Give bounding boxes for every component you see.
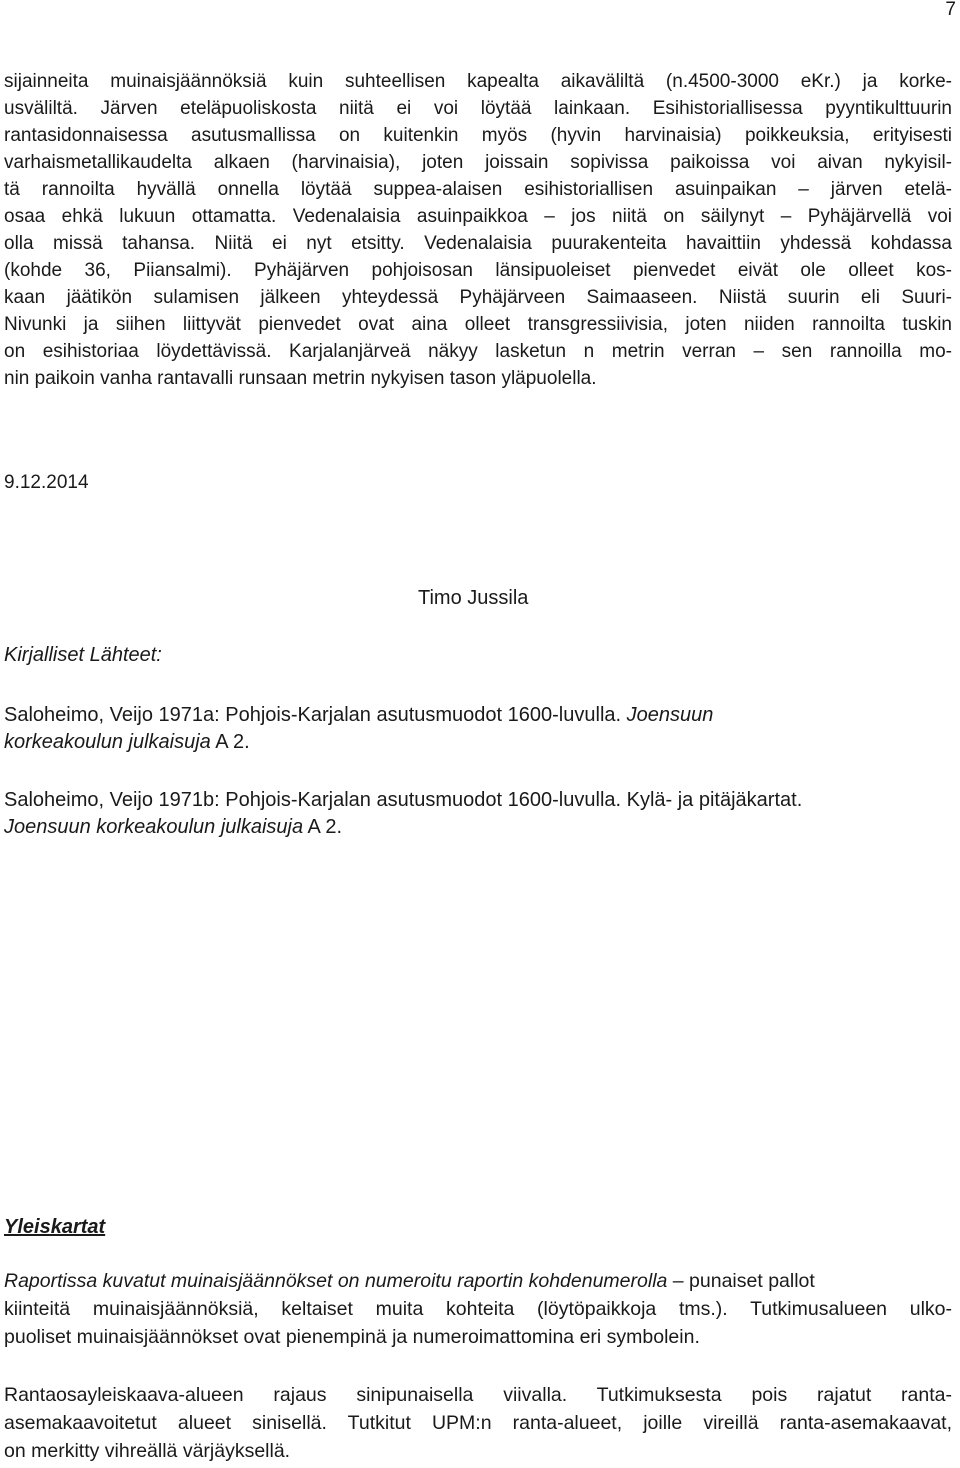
yleiskartat-line xyxy=(4,1268,815,1295)
reference-text: A 2. xyxy=(210,731,250,753)
reference-series: korkeakoulun julkaisuja xyxy=(4,731,211,753)
literature-heading: Kirjalliset Lähteet: xyxy=(4,644,162,666)
body-line: rantasidonnaisessa asutusmallissa on kuitenkin myös (hyvin harvinaisia) poikkeuksia, erityisesti xyxy=(4,125,952,146)
yleiskartat-line: kiinteitä muinaisjäännöksiä, keltaiset muita kohteita (löytöpaikkoja tms.). Tutkimusalueen ulko- xyxy=(4,1298,952,1320)
body-line: sijainneita muinaisjäännöksiä kuin suhteellisen kapealta aikaväliltä (n.4500-3000 eKr.) ja korke- xyxy=(4,71,952,92)
reference-text: Saloheimo, Veijo 1971a: Pohjois-Karjalan asutusmuodot 1600-luvulla. xyxy=(4,704,627,726)
body-line: osaa ehkä lukuun ottamatta. Vedenalaisia asuinpaikkoa – jos niitä on säilynyt – Pyhäjärvellä voi xyxy=(4,206,952,227)
reference-line xyxy=(4,814,342,841)
yleiskartat-italic-text: Raportissa kuvatut muinaisjäännökset on numeroitu raportin kohdenumerolla xyxy=(4,1270,668,1292)
body-line: kaan jäätikön sulamisen jälkeen yhteydessä Pyhäjärveen Saimaaseen. Niistä suurin eli Suuri- xyxy=(4,287,952,308)
reference-line: Saloheimo, Veijo 1971b: Pohjois-Karjalan asutusmuodot 1600-luvulla. Kylä- ja pitäjäkartat. xyxy=(4,789,803,811)
reference-series: Joensuun xyxy=(626,704,714,726)
yleiskartat-line: on merkitty vihreällä värjäyksellä. xyxy=(4,1440,291,1462)
body-line: on esihistoriaa löydettävissä. Karjalanjärveä näkyy lasketun n metrin verran – sen rannoilla mo- xyxy=(4,341,952,362)
page-number: 7 xyxy=(945,0,956,20)
reference-line xyxy=(4,729,250,756)
body-line: olla missä tahansa. Niitä ei nyt etsitty. Vedenalaisia puurakenteita havaittiin yhdessä kohdassa xyxy=(4,233,952,254)
reference-line xyxy=(4,702,713,729)
reference-text: A 2. xyxy=(303,816,343,838)
yleiskartat-line: asemakaavoitetut alueet sinisellä. Tutkitut UPM:n ranta-alueet, joille vireillä ranta-asemakaavat, xyxy=(4,1412,952,1434)
report-date: 9.12.2014 xyxy=(4,472,89,493)
body-line: varhaismetallikaudelta alkaen (harvinaisia), joten joissain sopivissa paikoissa voi aivan nykyisil- xyxy=(4,152,952,173)
yleiskartat-line: Rantaosayleiskaava-alueen rajaus sinipunaisella viivalla. Tutkimuksesta pois rajatut ranta- xyxy=(4,1384,952,1406)
body-line: nin paikoin vanha rantavalli runsaan metrin nykyisen tason yläpuolella. xyxy=(4,368,597,389)
yleiskartat-line: puoliset muinaisjäännökset ovat pienempinä ja numeroimattomina eri symbolein. xyxy=(4,1326,700,1348)
author-name: Timo Jussila xyxy=(418,587,529,609)
body-line: (kohde 36, Piiansalmi). Pyhäjärven pohjoisosan länsipuoleiset pienvedet eivät ole olleet kos- xyxy=(4,260,952,281)
yleiskartat-heading: Yleiskartat xyxy=(4,1216,106,1238)
reference-series: Joensuun korkeakoulun julkaisuja xyxy=(4,816,304,838)
body-line: usväliltä. Järven eteläpuoliskosta niitä ei voi löytää lainkaan. Esihistoriallisessa pyyntikulttuurin xyxy=(4,98,952,119)
body-line: tä rannoilta hyvällä onnella löytää suppea-alaisen esihistoriallisen asuinpaikan – järven etelä- xyxy=(4,179,952,200)
body-line: Nivunki ja siihen liittyvät pienvedet ovat aina olleet transgressiivisia, joten niiden rannoilta tuskin xyxy=(4,314,952,335)
yleiskartat-text: – punaiset pallot xyxy=(667,1270,815,1292)
